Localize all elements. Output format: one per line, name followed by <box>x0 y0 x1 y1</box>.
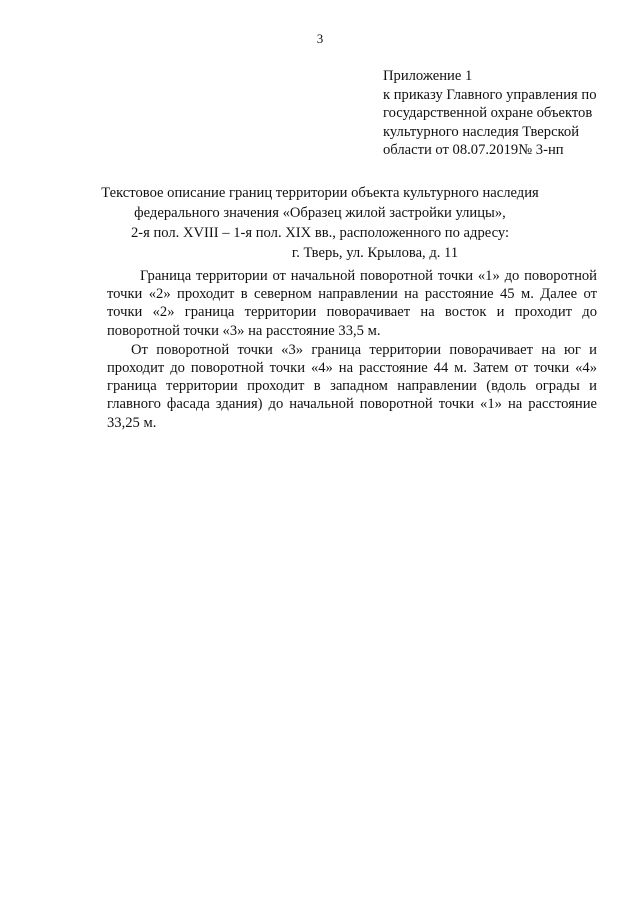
appendix-line: культурного наследия Тверской <box>383 123 580 140</box>
appendix-line: Приложение 1 <box>383 68 473 84</box>
document-title <box>100 183 540 263</box>
body-paragraph: Граница территории от начальной поворотной точки «1» до поворотной точки «2» проходит в северном направлении на расстояние 45 м. Далее от точки «2» граница территории поворачивает на восток и проходит до поворотной точки «3» на расстояние 33,5 м. <box>107 268 597 339</box>
body-paragraph: От поворотной точки «3» граница территории поворачивает на юг и проходит до поворотной точки «4» на расстояние 44 м. Затем от точки «4» граница территории проходит в западном направлении (вдоль ограды и главного фасада здания) до начальной поворотной точки «1» на расстояние 33,25 м. <box>107 341 597 431</box>
title-line: Текстовое описание границ территории объекта культурного наследия <box>101 185 539 201</box>
title-line: г. Тверь, ул. Крылова, д. 11 <box>291 245 459 261</box>
appendix-line: государственной охране объектов <box>383 105 593 122</box>
appendix-line: области от 08.07.2019№ 3-нп <box>383 142 564 159</box>
appendix-line: к приказу Главного управления по <box>383 86 597 103</box>
document-body <box>107 267 597 432</box>
page-number: 3 <box>316 31 324 46</box>
appendix-header <box>383 67 623 160</box>
title-line: федерального значения «Образец жилой застройки улицы», <box>134 205 506 221</box>
title-line: 2-я пол. XVIII – 1-я пол. XIX вв., расположенного по адресу: <box>130 225 510 241</box>
